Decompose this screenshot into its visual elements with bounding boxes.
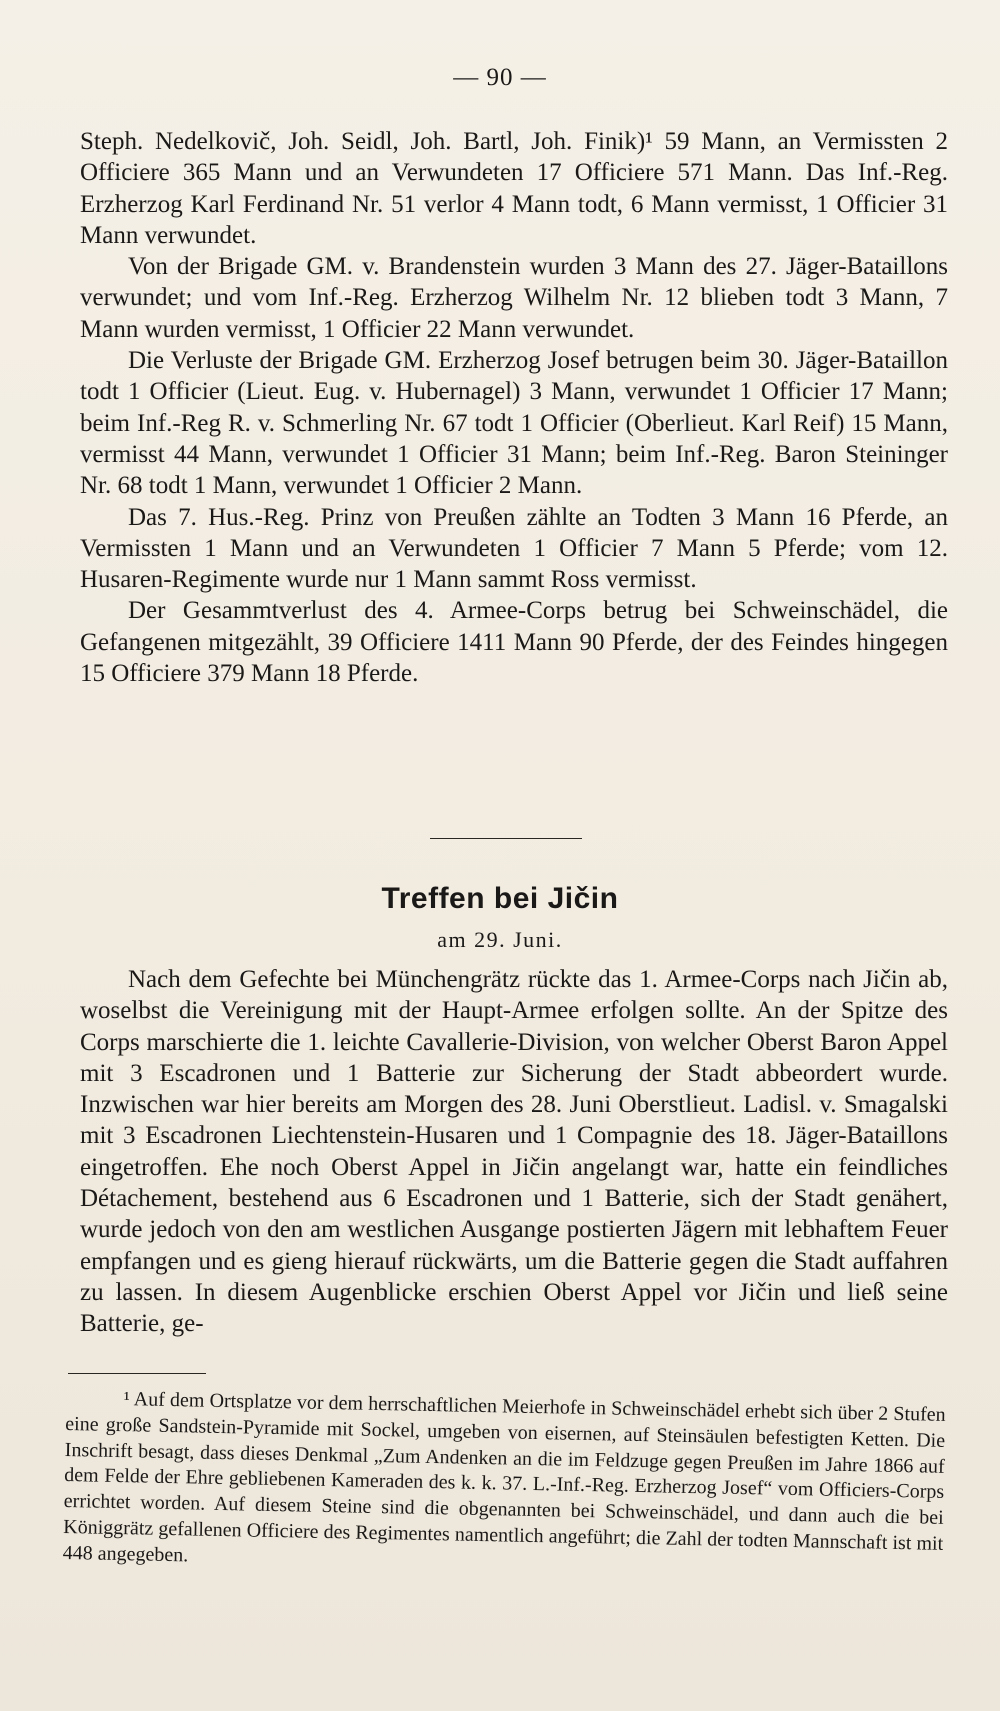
page-number: — 90 — (453, 64, 547, 91)
paragraph: Der Gesammtverlust des 4. Armee-Corps betrug bei Schweinschädel, die Gefangenen mitgezählt, 39 Officiere 1411 Mann 90 Pferde, der des Feindes hingegen 15 Officiere 379 Mann 18 Pferde. (80, 597, 948, 688)
section-title: Treffen bei Jičin (381, 882, 619, 915)
paragraph: Das 7. Hus.-Reg. Prinz von Preußen zählte an Todten 3 Mann 16 Pferde, an Vermissten 1 Mann und an Verwundeten 1 Officier 7 Mann 5 Pferde; vom 12. Husaren-Regimente wurde nur 1 Mann sammt Ross vermisst. (80, 503, 948, 594)
footnote-divider (68, 1373, 206, 1374)
paragraph: Die Verluste der Brigade GM. Erzherzog Josef betrugen beim 30. Jäger-Bataillon todt 1 Officier (Lieut. Eug. v. Hubernagel) 3 Mann, verwundet 1 Officier 17 Mann; beim Inf.-Reg R. v. Schmerling Nr. 67 todt 1 Officier (Oberlieut. Karl Reif) 15 Mann, vermisst 44 Mann, verwundet 1 Officier 31 Mann; beim Inf.-Reg. Baron Steininger Nr. 68 todt 1 Mann, verwundet 1 Officier 2 Mann. (80, 347, 948, 500)
footnote-text: ¹ Auf dem Ortsplatze vor dem herrschaftlichen Meierhofe in Schweinschädel erhebt sich über 2 Stufen eine große Sandstein-Pyramide mit Sockel, umgeben von eisernen, auf Steinsäulen befestigten Ketten. Die Inschrift besagt, dass dieses Denkmal „Zum Andenken an die im Feldzuge gegen Preußen im Jahre 1866 auf dem Felde der Ehre gebliebenen Kameraden des k. k. 37. L.-Inf.-Reg. Erzherzog Josef“ vom Officiers-Corps errichtet worden. Auf diesem Steine sind die obgenannten bei Schweinschädel, und dann auch die bei Königgrätz gefallenen Officiere des Regimentes namentlich angeführt; die Zahl der todten Mannschaft ist mit 448 angegeben. (62, 1388, 946, 1567)
paragraph: Von der Brigade GM. v. Brandenstein wurden 3 Mann des 27. Jäger-Bataillons verwundet; und vom Inf.-Reg. Erzherzog Wilhelm Nr. 12 blieben todt 3 Mann, 7 Mann wurden vermisst, 1 Officier 22 Mann verwundet. (80, 253, 948, 343)
body-text-bottom (80, 964, 948, 1340)
footnote (63, 1386, 946, 1583)
section-date: am 29. Juni. (437, 927, 563, 952)
paragraph: Nach dem Gefechte bei Münchengrätz rückte das 1. Armee-Corps nach Jičin ab, woselbst die Vereinigung mit der Haupt-Armee erfolgen sollte. An der Spitze des Corps marschierte die 1. leichte Cavallerie-Division, von welcher Oberst Baron Appel mit 3 Escadronen und 1 Batterie zur Sicherung der Stadt abbeordert wurde. Inzwischen war hier bereits am Morgen des 28. Juni Oberstlieut. Ladisl. v. Smagalski mit 3 Escadronen Liechtenstein-Husaren und 1 Compagnie des 18. Jäger-Bataillons eingetroffen. Ehe noch Oberst Appel in Jičin angelangt war, hatte ein feindliches Détachement, bestehend aus 6 Escadronen und 1 Batterie, sich der Stadt genähert, wurde jedoch von den am westlichen Ausgange postierten Jägern mit lebhaftem Feuer empfangen und es gieng hierauf rückwärts, um die Batterie gegen die Stadt auffahren zu lassen. In diesem Augenblicke erschien Oberst Appel vor Jičin und ließ seine Batterie, ge- (80, 966, 948, 1338)
body-text-top (80, 126, 948, 689)
paragraph: Steph. Nedelkovič, Joh. Seidl, Joh. Bartl, Joh. Finik)¹ 59 Mann, an Vermissten 2 Officiere 365 Mann und an Verwundeten 17 Officiere 571 Mann. Das Inf.-Reg. Erzherzog Karl Ferdinand Nr. 51 verlor 4 Mann todt, 6 Mann vermisst, 1 Officier 31 Mann verwundet. (80, 128, 948, 249)
section-divider (430, 838, 582, 839)
